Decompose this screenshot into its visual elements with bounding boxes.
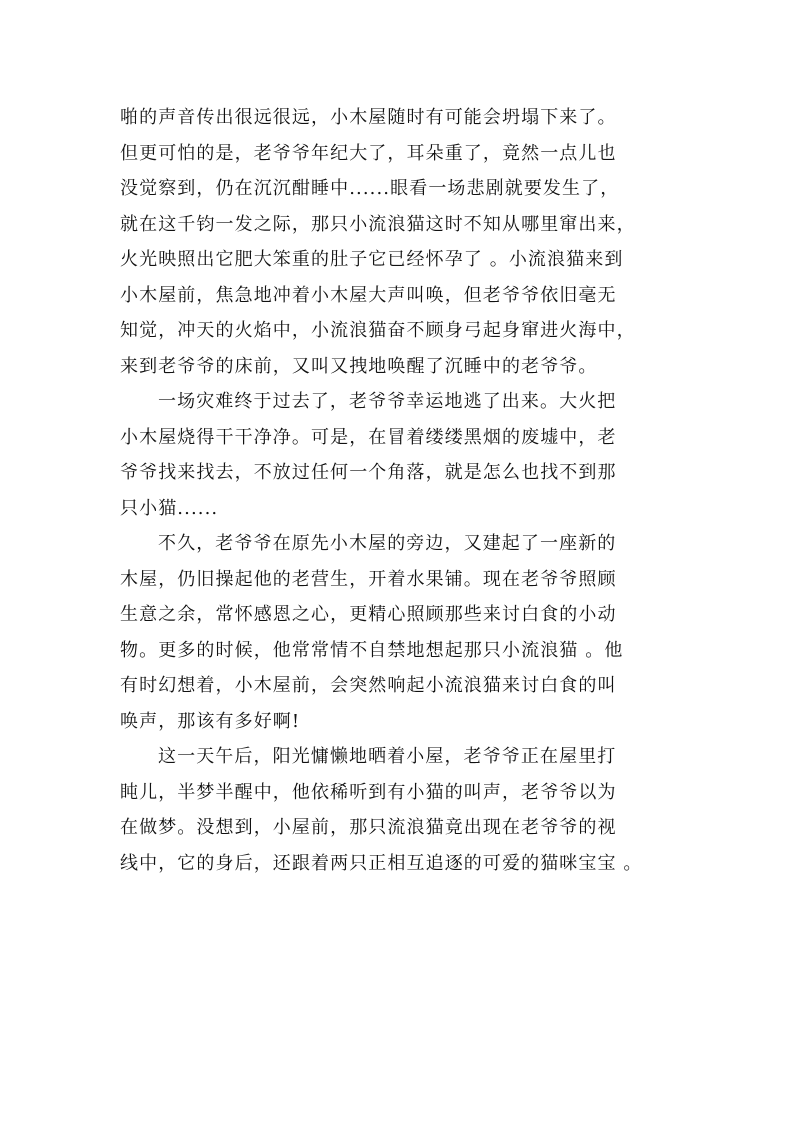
text-line: 火光映照出它肥大笨重的肚子它已经怀孕了 。小流浪猫来到: [120, 249, 624, 270]
text-line: 知觉，冲天的火焰中，小流浪猫奋不顾身弓起身窜进火海中，: [120, 320, 636, 341]
paragraph-start-line: 这一天午后，阳光慵懒地晒着小屋，老爷爷正在屋里打: [158, 746, 617, 767]
text-line: 没觉察到，仍在沉沉酣睡中......眼看一场悲剧就要发生了，: [120, 178, 620, 199]
text-line: 线中，它的身后，还跟着两只正相互追逐的可爱的猫咪宝宝 。: [120, 852, 643, 874]
text-line: 盹儿，半梦半醒中，他依稀听到有小猫的叫声，老爷爷以为: [120, 781, 617, 803]
text-line: 木屋，仍旧操起他的老营生，开着水果铺。现在老爷爷照顾: [120, 568, 617, 590]
text-line: 小木屋烧得干干净净。可是，在冒着缕缕黑烟的废墟中，老: [120, 426, 617, 448]
text-line: 来到老爷爷的床前，又叫又拽地唤醒了沉睡中的老爷爷。: [120, 355, 598, 377]
text-line: 唤声，那该有多好啊!: [120, 710, 301, 732]
text-line: 小木屋前，焦急地冲着小木屋大声叫唤，但老爷爷依旧毫无: [120, 284, 617, 306]
text-line: 在做梦。没想到，小屋前，那只流浪猫竟出现在老爷爷的视: [120, 817, 617, 838]
text-line: 只小猫......: [120, 497, 219, 519]
text-line: 就在这千钧一发之际，那只小流浪猫这时不知从哪里窜出来，: [120, 213, 636, 235]
text-line: 啪的声音传出很远很远，小木屋随时有可能会坍塌下来了。: [120, 107, 617, 128]
paragraph-start-line: 不久，老爷爷在原先小木屋的旁边，又建起了一座新的: [158, 533, 617, 554]
text-line: 有时幻想着，小木屋前，会突然响起小流浪猫来讨白食的叫: [120, 675, 617, 696]
text-line: 但更可怕的是，老爷爷年纪大了，耳朵重了，竟然一点儿也: [120, 142, 617, 164]
text-line: 生意之余，常怀感恩之心，更精心照顾那些来讨白食的小动: [120, 604, 617, 625]
paragraph-start-line: 一场灾难终于过去了，老爷爷幸运地逃了出来。大火把: [158, 391, 617, 412]
text-line: 物。更多的时候，他常常情不自禁地想起那只小流浪猫 。他: [120, 639, 624, 661]
text-line: 爷爷找来找去，不放过任何一个角落，就是怎么也找不到那: [120, 462, 617, 483]
story-text: [120, 100, 694, 881]
